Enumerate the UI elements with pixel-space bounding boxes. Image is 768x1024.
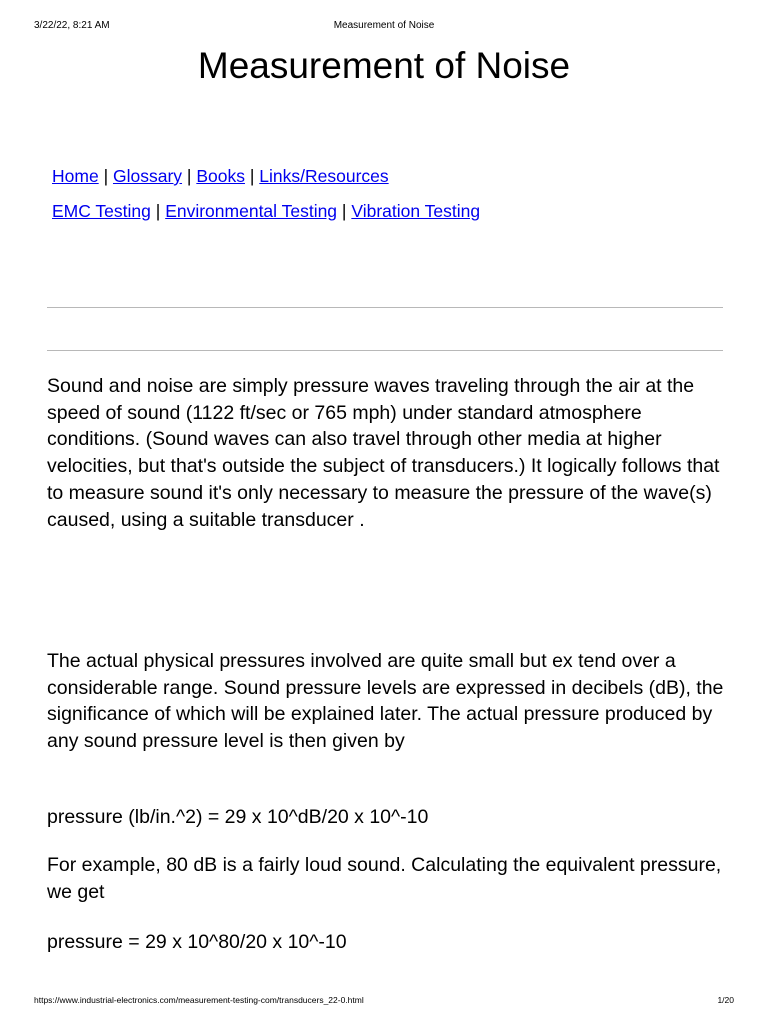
nav-row-testing [52, 199, 480, 223]
nav-row-main [52, 164, 389, 188]
nav-link-books[interactable]: Books [196, 166, 245, 186]
body-paragraph-pressures: The actual physical pressures involved are quite small but ex tend over a considerable range. Sound pressure levels are expressed in decibels (dB), the significance of which will be explained later. The actual pressure produced by any sound pressure level is then given by [47, 650, 724, 753]
nav-link-environmental-testing[interactable]: Environmental Testing [165, 201, 338, 221]
formula-pressure: pressure (lb/in.^2) = 29 x 10^dB/20 x 10^-10 [47, 806, 429, 828]
nav-separator: | [186, 166, 192, 186]
body-paragraph-example: For example, 80 dB is a fairly loud sound. Calculating the equivalent pressure, we get [47, 854, 722, 903]
print-doc-title: Measurement of Noise [333, 20, 435, 31]
nav-link-emc-testing[interactable]: EMC Testing [52, 201, 151, 221]
nav-separator: | [249, 166, 255, 186]
nav-separator: | [103, 166, 109, 186]
horizontal-divider [47, 307, 723, 308]
nav-link-links-resources[interactable]: Links/Resources [259, 166, 389, 186]
print-url: https://www.industrial-electronics.com/measurement-testing-com/transducers_22-0.html [34, 995, 364, 1005]
formula-example: pressure = 29 x 10^80/20 x 10^-10 [47, 931, 347, 953]
horizontal-divider [47, 350, 723, 351]
nav-separator: | [341, 201, 347, 221]
print-page-number: 1/20 [717, 995, 734, 1005]
body-paragraph-intro: Sound and noise are simply pressure waves traveling through the air at the speed of sound (1122 ft/sec or 765 mph) under standard atmosphere conditions. (Sound waves can also travel through other media at higher velocities, but that's outside the subject of transducers.) It logically follows that to measure sound it's only necessary to measure the pressure of the wave(s) caused, using a suitable transducer . [47, 375, 720, 531]
nav-separator: | [155, 201, 161, 221]
nav-link-glossary[interactable]: Glossary [112, 166, 183, 186]
print-footer [0, 993, 768, 1007]
nav-link-home[interactable]: Home [52, 166, 99, 186]
page-title: Measurement of Noise [197, 45, 571, 86]
nav-link-vibration-testing[interactable]: Vibration Testing [351, 201, 481, 221]
print-header [0, 19, 768, 33]
print-datetime: 3/22/22, 8:21 AM [34, 20, 110, 31]
